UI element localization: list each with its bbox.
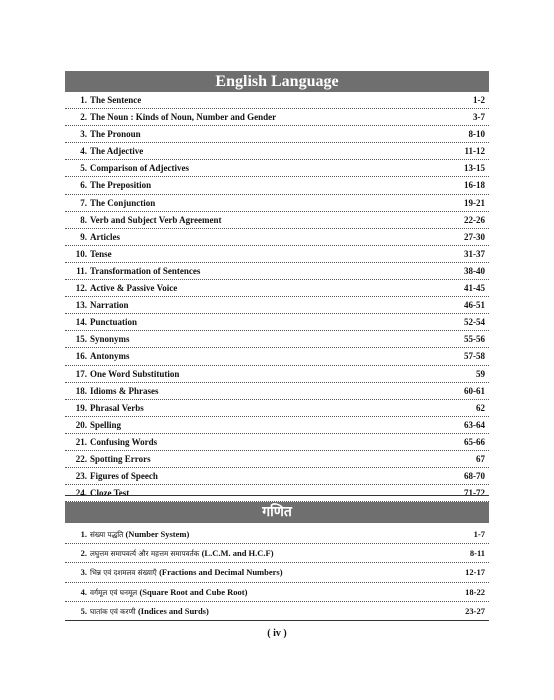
toc-number: 18.	[75, 385, 87, 396]
toc-title: Confusing Words	[90, 436, 158, 447]
toc-number: 23.	[75, 471, 87, 482]
toc-pages: 52-54	[464, 317, 485, 328]
toc-title-english: (Square Root and Cube Root)	[139, 586, 248, 597]
toc-title-english: (Number System)	[125, 529, 190, 539]
toc-row[interactable]	[65, 126, 489, 143]
toc-row[interactable]	[65, 160, 489, 177]
toc-pages: 1-2	[473, 95, 485, 105]
toc-pages: 12-17	[465, 567, 485, 578]
toc-number: 4.	[80, 146, 87, 157]
math-toc-list	[65, 523, 489, 621]
toc-pages: 27-30	[464, 231, 485, 242]
toc-pages: 18-22	[465, 586, 485, 597]
toc-title: Spelling	[90, 419, 122, 430]
toc-row[interactable]	[65, 297, 489, 314]
toc-title: The Noun : Kinds of Noun, Number and Gender	[90, 112, 277, 123]
toc-row[interactable]	[65, 246, 489, 263]
toc-title	[90, 583, 247, 602]
toc-pages: 8-11	[469, 548, 485, 559]
toc-title: Antonyms	[90, 351, 130, 362]
toc-row[interactable]	[65, 143, 489, 160]
toc-number: 21.	[75, 436, 87, 447]
toc-pages: 60-61	[464, 385, 485, 396]
toc-pages: 23-27	[465, 605, 485, 616]
toc-pages: 31-37	[464, 248, 485, 259]
toc-pages: 63-64	[464, 419, 485, 430]
toc-title: Active & Passive Voice	[90, 283, 178, 294]
toc-number: 3.	[80, 129, 87, 140]
toc-row[interactable]	[65, 602, 489, 620]
toc-pages: 71-72	[464, 488, 485, 499]
toc-pages: 41-45	[464, 283, 485, 294]
toc-pages: 19-21	[464, 197, 485, 208]
toc-pages: 68-70	[464, 471, 485, 482]
toc-number: 14.	[75, 317, 87, 328]
toc-number: 16.	[75, 351, 87, 362]
toc-number: 13.	[75, 300, 87, 311]
toc-number: 20.	[75, 419, 87, 430]
toc-number: 2.	[80, 548, 87, 559]
toc-row[interactable]	[65, 468, 489, 485]
toc-row[interactable]	[65, 383, 489, 400]
toc-row[interactable]	[65, 263, 489, 280]
toc-pages: 16-18	[464, 180, 485, 191]
toc-number: 10.	[75, 248, 87, 259]
toc-pages: 59	[476, 368, 485, 379]
toc-row[interactable]	[65, 451, 489, 468]
toc-title-hindi: लघुत्तम समापवर्त्य और महत्तम समापवर्तक	[90, 549, 200, 559]
toc-title: Articles	[90, 231, 120, 242]
toc-title-english: (Indices and Surds)	[137, 605, 209, 616]
toc-pages: 8-10	[468, 129, 485, 140]
toc-pages: 67	[476, 453, 485, 464]
toc-row[interactable]	[65, 280, 489, 297]
toc-row[interactable]	[65, 314, 489, 331]
toc-title: Synonyms	[90, 334, 130, 345]
toc-title: Idioms & Phrases	[90, 385, 159, 396]
english-section-divider	[65, 495, 489, 496]
toc-title: The Pronoun	[90, 129, 141, 140]
toc-title-hindi: घातांक एवं करणी	[90, 606, 136, 616]
toc-title: The Conjunction	[90, 197, 156, 208]
toc-title: Transformation of Sentences	[90, 265, 201, 276]
toc-number: 19.	[75, 402, 87, 413]
english-toc-list	[65, 92, 489, 518]
toc-row[interactable]	[65, 485, 489, 502]
toc-number: 9.	[80, 231, 87, 242]
toc-pages: 13-15	[464, 163, 485, 174]
toc-row[interactable]	[65, 212, 489, 229]
math-section-header: गणित	[65, 502, 489, 523]
toc-row[interactable]	[65, 177, 489, 194]
toc-title: Tense	[90, 248, 112, 259]
toc-number: 22.	[75, 453, 87, 464]
toc-pages: 11-12	[464, 146, 485, 157]
toc-number: 11.	[76, 265, 87, 276]
toc-number: 3.	[80, 567, 87, 578]
toc-number: 1.	[80, 529, 87, 539]
page-number: ( iv )	[267, 628, 287, 639]
toc-number: 24.	[75, 488, 87, 499]
toc-number: 2.	[80, 112, 87, 123]
toc-number: 15.	[75, 334, 87, 345]
toc-number: 5.	[80, 163, 87, 174]
toc-row[interactable]	[65, 92, 489, 109]
toc-title: The Adjective	[90, 146, 144, 157]
toc-title: Punctuation	[90, 317, 138, 328]
toc-number: 5.	[80, 605, 87, 616]
toc-title-hindi: भिन्न एवं दशमलव संख्याएँ	[90, 568, 157, 578]
toc-title	[90, 525, 189, 544]
toc-row[interactable]	[65, 417, 489, 434]
toc-title-hindi: वर्गमूल एवं घनमूल	[90, 587, 138, 597]
toc-title: Spotting Errors	[90, 453, 151, 464]
toc-title: Figures of Speech	[90, 471, 158, 482]
toc-title	[90, 602, 209, 621]
toc-pages: 22-26	[464, 214, 485, 225]
toc-title: Cloze Test	[90, 488, 130, 499]
toc-pages: 3-7	[473, 112, 485, 123]
toc-row[interactable]	[65, 434, 489, 451]
toc-row[interactable]	[65, 563, 489, 582]
toc-row[interactable]	[65, 109, 489, 126]
toc-title	[90, 563, 283, 582]
toc-title-hindi: संख्या पद्धति	[90, 530, 124, 539]
toc-pages: 65-66	[464, 436, 485, 447]
toc-title-english: (L.C.M. and H.C.F)	[201, 548, 274, 559]
toc-row[interactable]	[65, 544, 489, 563]
toc-row[interactable]	[65, 229, 489, 246]
toc-title-english: (Fractions and Decimal Numbers)	[159, 567, 283, 578]
toc-row[interactable]	[65, 195, 489, 212]
toc-pages: 62	[476, 402, 485, 413]
toc-pages: 57-58	[464, 351, 485, 362]
english-section-header: English Language	[65, 71, 489, 92]
toc-title: Verb and Subject Verb Agreement	[90, 214, 222, 225]
toc-number: 17.	[75, 368, 87, 379]
toc-title: Phrasal Verbs	[90, 402, 144, 413]
toc-title	[90, 544, 274, 563]
toc-pages: 46-51	[464, 300, 485, 311]
toc-pages: 1-7	[473, 529, 485, 539]
toc-number: 4.	[80, 586, 87, 597]
toc-row[interactable]	[65, 366, 489, 383]
toc-title: One Word Substitution	[90, 368, 180, 379]
toc-number: 12.	[75, 283, 87, 294]
toc-number: 6.	[80, 180, 87, 191]
toc-title: Comparison of Adjectives	[90, 163, 189, 174]
toc-title: Narration	[90, 300, 129, 311]
toc-row[interactable]	[65, 348, 489, 365]
toc-number: 8.	[80, 214, 87, 225]
toc-pages: 38-40	[464, 265, 485, 276]
toc-pages: 55-56	[464, 334, 485, 345]
toc-number: 7.	[80, 197, 87, 208]
toc-title: The Preposition	[90, 180, 152, 191]
toc-row[interactable]	[65, 400, 489, 417]
toc-row[interactable]	[65, 583, 489, 602]
toc-row[interactable]	[65, 331, 489, 348]
toc-number: 1.	[80, 95, 87, 105]
toc-row[interactable]	[65, 525, 489, 544]
toc-title: The Sentence	[90, 95, 142, 105]
